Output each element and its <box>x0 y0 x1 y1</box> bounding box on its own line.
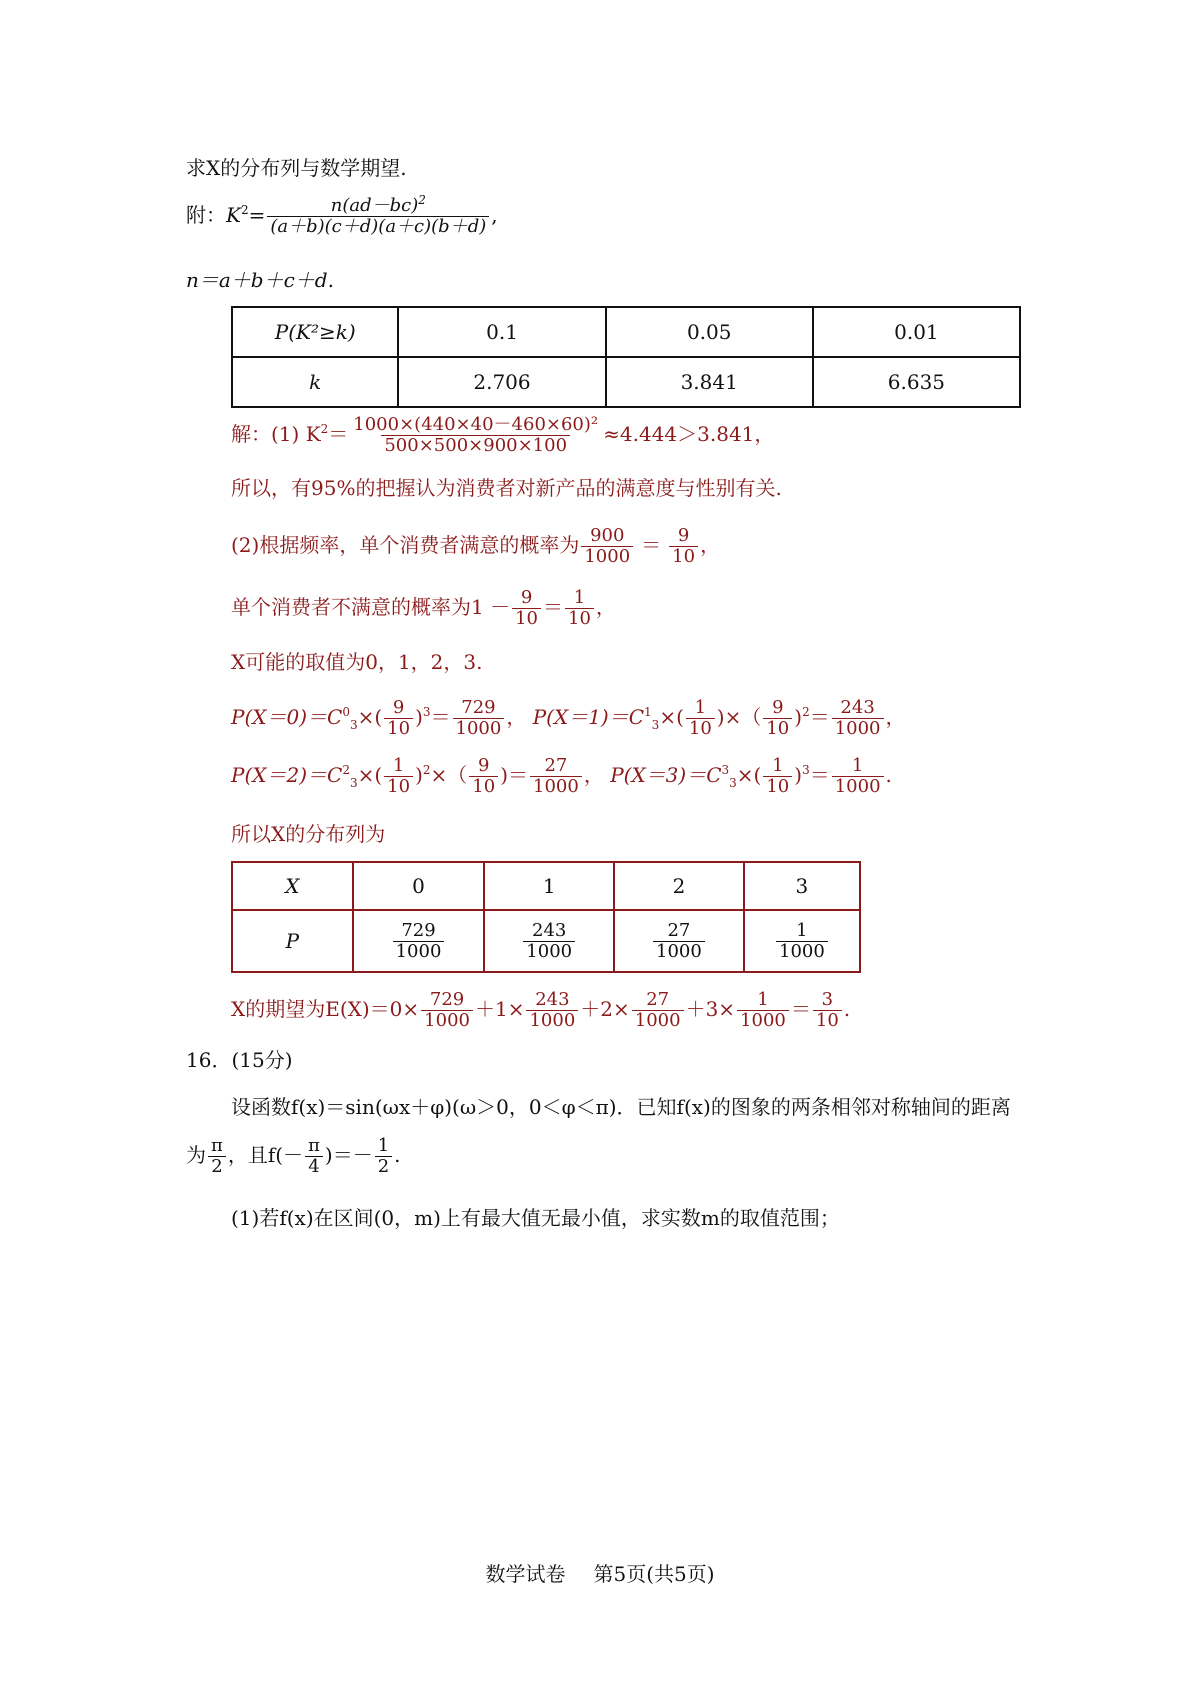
frac-den: 1000 <box>526 1010 578 1031</box>
p2-sup: 2 <box>342 763 350 778</box>
fraction <box>832 756 884 797</box>
frac-num: 243 <box>532 919 567 941</box>
table-row <box>232 910 860 972</box>
frac-den: 1000 <box>653 941 705 962</box>
frac-den: 10 <box>512 608 541 629</box>
part1-eq: ＝ <box>328 421 349 446</box>
frac-den: 1000 <box>632 1010 684 1031</box>
table-cell: 0.01 <box>813 307 1020 357</box>
fraction <box>832 698 884 739</box>
solution-part1 <box>231 415 774 456</box>
unsat-text: 单个消费者不满意的概率为1 － <box>231 594 511 619</box>
part1-prefix: (1) K <box>271 421 321 446</box>
p0-sup: 0 <box>342 705 350 720</box>
frac-den: 1000 <box>523 941 575 962</box>
frac-num: 9 <box>392 697 405 718</box>
p3-sub: 3 <box>729 775 737 790</box>
chi-square-fraction <box>267 193 489 237</box>
question-16-part1: (1)若f(x)在区间(0，m)上有最大值无最小值，求实数m的取值范围； <box>231 1206 840 1230</box>
frac-den: 1000 <box>776 941 828 962</box>
table-cell <box>614 910 744 972</box>
frac-den: 10 <box>469 776 498 797</box>
equals-sign: ＝ <box>790 996 811 1021</box>
page-footer <box>0 1558 1200 1587</box>
table-row <box>232 357 1020 407</box>
frac-num: 1 <box>772 755 784 776</box>
equals-sign: ＝ <box>809 704 830 729</box>
fraction <box>384 698 413 739</box>
frac-num: 27 <box>667 919 691 941</box>
expectation-line <box>231 990 850 1031</box>
formula-numerator-exp: 2 <box>418 193 426 207</box>
frac-den: 1000 <box>832 718 884 739</box>
frac-den: 10 <box>763 776 792 797</box>
fraction <box>669 526 698 567</box>
q16-pre: 为 <box>186 1142 206 1167</box>
table-cell <box>484 910 614 972</box>
equals-sign: = <box>248 202 266 227</box>
table-cell: k <box>232 357 398 407</box>
table-cell <box>353 910 485 972</box>
p3-sup: 3 <box>721 763 730 778</box>
fraction <box>208 1136 226 1177</box>
k-symbol: K <box>226 202 241 227</box>
frac-num: 1 <box>851 755 864 776</box>
n-definition: n＝a＋b＋c＋d. <box>186 268 334 292</box>
fraction <box>763 756 792 797</box>
frac-den: 1000 <box>421 1010 473 1031</box>
frac-num: 27 <box>646 989 670 1010</box>
p3-lhs: P(X＝3)＝C <box>610 762 722 787</box>
frac-den: 10 <box>763 718 792 739</box>
fraction <box>813 990 842 1031</box>
table-cell: 2 <box>614 862 744 910</box>
table-row <box>232 862 860 910</box>
table-cell: 2.706 <box>398 357 605 407</box>
fraction <box>776 921 828 962</box>
frac-num: 729 <box>461 697 496 718</box>
frac-num: π <box>308 1135 320 1156</box>
question-16-line2 <box>186 1136 401 1177</box>
part2-intro-line <box>231 526 720 567</box>
part1-denominator: 500×500×900×100 <box>381 435 570 456</box>
part1-conclusion: 所以，有95%的把握认为消费者对新产品的满意度与性别有关. <box>231 476 782 500</box>
table-cell: 0.05 <box>606 307 813 357</box>
fraction <box>384 756 413 797</box>
frac-num: 1 <box>573 587 586 608</box>
question-16-line1: 设函数f(x)＝sin(ωx＋φ)(ω＞0，0＜φ＜π)．已知f(x)的图象的两条相邻对称轴间的距离 <box>231 1095 1011 1119</box>
p2-close: ) <box>415 762 423 787</box>
fraction <box>512 588 541 629</box>
part1-fraction <box>350 415 601 456</box>
comma: ， <box>506 704 527 729</box>
fraction <box>453 698 505 739</box>
solution-label: 解： <box>231 421 271 446</box>
p2-mid: ×( <box>357 762 383 787</box>
frac-num: 1 <box>377 1135 390 1156</box>
footer-subject: 数学试卷 <box>485 1562 566 1586</box>
intro-line: 求X的分布列与数学期望. <box>186 156 407 180</box>
q16-eq: )＝－ <box>324 1142 373 1167</box>
frac-num: 1 <box>757 989 769 1010</box>
p1-mid: ×( <box>659 704 684 729</box>
table-cell: X <box>232 862 353 910</box>
p3-close: ) <box>794 762 803 787</box>
p2-lhs: P(X＝2)＝C <box>231 762 343 787</box>
period: . <box>394 1142 401 1167</box>
fraction <box>375 1136 392 1177</box>
formula-numerator: n(ad－bc) <box>330 195 419 216</box>
fraction <box>523 921 575 962</box>
frac-den: 10 <box>669 546 698 567</box>
p1-close2: ) <box>794 704 803 729</box>
part1-exp: 2 <box>320 422 329 437</box>
footer-page-number: 第5页(共5页) <box>593 1562 715 1586</box>
frac-den: 1000 <box>530 776 582 797</box>
table-cell: 0 <box>353 862 485 910</box>
frac-num: 9 <box>677 525 690 546</box>
question-16-number: 16．(15分) <box>186 1048 293 1072</box>
table-cell: 3 <box>744 862 860 910</box>
p1-sub: 3 <box>651 717 660 732</box>
frac-num: 1 <box>694 697 707 718</box>
frac-den: 10 <box>565 608 594 629</box>
frac-den: 1000 <box>832 776 884 797</box>
comma: ， <box>700 532 721 557</box>
frac-den: 1000 <box>393 941 445 962</box>
frac-num: 3 <box>821 989 834 1010</box>
frac-num: 1 <box>392 755 405 776</box>
frac-den: 10 <box>813 1010 842 1031</box>
frac-den: 10 <box>686 718 715 739</box>
p2-pow: 2 <box>422 763 431 778</box>
table-cell <box>744 910 860 972</box>
fraction <box>305 1136 323 1177</box>
table-cell: 0.1 <box>398 307 605 357</box>
part2-intro: (2)根据频率，单个消费者满意的概率为 <box>231 532 580 557</box>
period: . <box>885 762 892 787</box>
expectation-prefix: X的期望为E(X)＝0× <box>231 996 420 1021</box>
frac-num: 9 <box>520 587 533 608</box>
p1-close: )×（ <box>716 704 762 729</box>
p1-lhs: P(X＝1)＝C <box>532 704 645 729</box>
p0-pow: 3 <box>422 705 431 720</box>
frac-num: 729 <box>429 989 465 1010</box>
frac-num: 9 <box>772 697 784 718</box>
p3-pow: 3 <box>802 763 810 778</box>
p2-p3-line <box>231 756 892 797</box>
operator: ＋2× <box>580 996 630 1021</box>
frac-num: 243 <box>535 989 570 1010</box>
fraction <box>581 526 633 567</box>
p1-pow: 2 <box>802 705 810 720</box>
frac-den: 1000 <box>737 1010 789 1031</box>
table-cell: 3.841 <box>606 357 813 407</box>
frac-num: 9 <box>478 755 490 776</box>
p1-sup: 1 <box>644 705 652 720</box>
frac-den: 4 <box>305 1156 322 1177</box>
frac-num: 27 <box>544 755 568 776</box>
unsatisfied-line <box>231 588 616 629</box>
operator: ＋3× <box>685 996 736 1021</box>
p0-p1-line <box>231 698 906 739</box>
appendix-label: 附： <box>186 202 226 227</box>
equals-sign: ＝ <box>809 762 830 787</box>
equals-sign: ＝ <box>543 594 563 619</box>
frac-den: 1000 <box>453 718 505 739</box>
part1-result: ≈4.444＞3.841， <box>603 421 775 446</box>
appendix-formula <box>186 193 498 237</box>
distribution-table <box>231 861 861 973</box>
p2-close2: )＝ <box>500 762 529 787</box>
formula-denominator: (a＋b)(c＋d)(a＋c)(b＋d) <box>267 216 489 237</box>
fraction <box>632 990 684 1031</box>
fraction <box>565 588 594 629</box>
fraction <box>737 990 789 1031</box>
frac-den: 2 <box>375 1156 392 1177</box>
frac-num: π <box>211 1135 223 1156</box>
dist-intro: 所以X的分布列为 <box>231 822 386 846</box>
p3-mid: ×( <box>736 762 762 787</box>
p0-close: ) <box>415 704 423 729</box>
fraction <box>686 698 715 739</box>
p0-lhs: P(X＝0)＝C <box>231 704 343 729</box>
frac-num: 243 <box>840 697 875 718</box>
frac-den: 10 <box>384 776 413 797</box>
x-values-line: X可能的取值为0，1，2，3. <box>231 650 483 674</box>
fraction <box>393 921 445 962</box>
p0-sub: 3 <box>349 717 358 732</box>
period: . <box>843 996 851 1021</box>
table-cell: P(K²≥k) <box>232 307 398 357</box>
equals-sign: ＝ <box>641 532 662 557</box>
frac-den: 10 <box>384 718 413 739</box>
equals-sign: ＝ <box>430 704 451 729</box>
part1-numerator: 1000×(440×40－460×60)² <box>353 414 599 435</box>
frac-num: 1 <box>796 919 808 941</box>
table-cell: P <box>232 910 353 972</box>
p2-sub: 3 <box>349 775 358 790</box>
table-cell: 6.635 <box>813 357 1020 407</box>
operator: ＋1× <box>474 996 525 1021</box>
k-exponent: 2 <box>240 203 249 218</box>
comma: ， <box>595 594 616 619</box>
comma: ， <box>885 704 906 729</box>
p2-times: ×（ <box>430 762 468 787</box>
critical-value-table <box>231 306 1021 408</box>
q16-mid: ，且f(－ <box>227 1142 304 1167</box>
fraction <box>469 756 498 797</box>
p0-mid: ×( <box>357 704 383 729</box>
fraction <box>653 921 705 962</box>
table-cell: 1 <box>484 862 614 910</box>
fraction <box>530 756 582 797</box>
frac-den: 2 <box>208 1156 225 1177</box>
frac-num: 900 <box>590 525 625 546</box>
comma: , <box>491 202 498 227</box>
table-row <box>232 307 1020 357</box>
frac-den: 1000 <box>581 546 633 567</box>
fraction <box>421 990 473 1031</box>
comma: ， <box>583 762 604 787</box>
frac-num: 729 <box>401 919 436 941</box>
fraction <box>763 698 792 739</box>
fraction <box>526 990 578 1031</box>
